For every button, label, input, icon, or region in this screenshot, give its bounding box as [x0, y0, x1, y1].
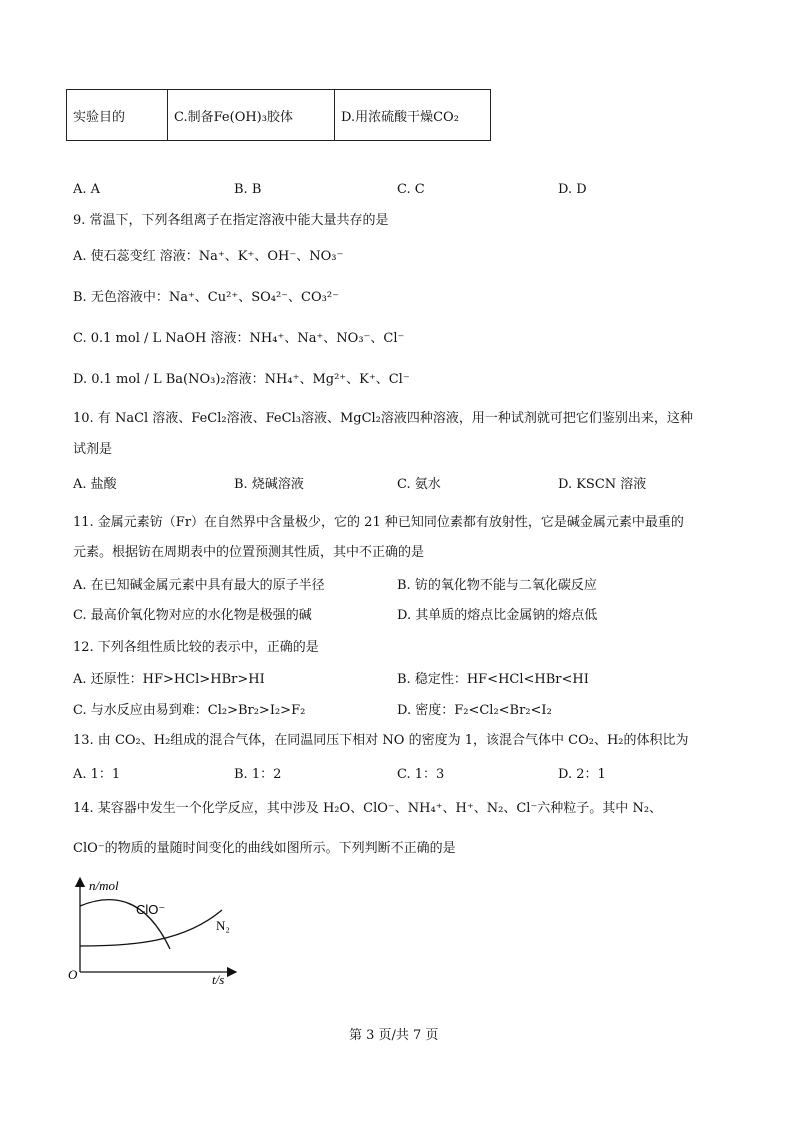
q13-option-c: C. 1：3 [397, 767, 445, 782]
series-n2-label: N₂ [216, 918, 230, 933]
q8-option-d: D. D [558, 182, 587, 197]
q13-option-b: B. 1：2 [234, 767, 282, 782]
q10-stem-line2: 试剂是 [73, 442, 113, 457]
x-axis-label: t/s [212, 972, 225, 987]
q11-option-d: D. 其单质的熔点比金属钠的熔点低 [397, 608, 598, 623]
q8-option-c: C. C [397, 182, 425, 197]
q9-option-c: C. 0.1 mol / L NaOH 溶液：NH₄⁺、Na⁺、NO₃⁻、Cl⁻ [73, 331, 405, 346]
q8-option-b: B. B [234, 182, 262, 197]
q10-option-d: D. KSCN 溶液 [558, 477, 647, 492]
q12-option-d: D. 密度：F₂<Cl₂<Br₂<I₂ [397, 703, 552, 718]
table-row-label: 实验目的 [67, 90, 168, 140]
q12-stem: 12. 下列各组性质比较的表示中，正确的是 [73, 640, 319, 655]
table-cell-c: C.制备Fe(OH)₃胶体 [168, 90, 335, 140]
q11-option-c: C. 最高价氧化物对应的水化物是极强的碱 [73, 608, 312, 623]
q14-stem-line1: 14. 某容器中发生一个化学反应，其中涉及 H₂O、ClO⁻、NH₄⁺、H⁺、N₂、Cl⁻六种粒子。其中 N₂、 [73, 801, 663, 816]
q10-option-a: A. 盐酸 [73, 477, 117, 492]
q11-stem-line1: 11. 金属元素钫（Fr）在自然界中含量极少，它的 21 种已知同位素都有放射性，它是碱金属元素中最重的 [73, 515, 684, 530]
q12-option-c: C. 与水反应由易到难：Cl₂>Br₂>I₂>F₂ [73, 703, 306, 718]
series-clo-label: ClO⁻ [136, 902, 166, 917]
q14-stem-line2: ClO⁻的物质的量随时间变化的曲线如图所示。下列判断不正确的是 [73, 841, 456, 856]
q9-stem: 9. 常温下，下列各组离子在指定溶液中能大量共存的是 [73, 213, 389, 228]
q10-option-b: B. 烧碱溶液 [234, 477, 304, 492]
mole-time-graph [64, 872, 264, 987]
origin-label: O [68, 967, 78, 982]
page-footer: 第 3 页/共 7 页 [349, 1028, 439, 1043]
q9-option-d: D. 0.1 mol / L Ba(NO₃)₂溶液：NH₄⁺、Mg²⁺、K⁺、Cl⁻ [73, 372, 410, 387]
y-axis-label: n/mol [89, 878, 119, 893]
q9-option-a: A. 使石蕊变红 溶液：Na⁺、K⁺、OH⁻、NO₃⁻ [73, 249, 344, 264]
q11-option-b: B. 钫的氧化物不能与二氧化碳反应 [397, 578, 597, 593]
q11-stem-line2: 元素。根据钫在周期表中的位置预测其性质，其中不正确的是 [73, 545, 425, 560]
q13-stem: 13. 由 CO₂、H₂组成的混合气体，在同温同压下相对 NO 的密度为 1，该混合气体中 CO₂、H₂的体积比为 [73, 733, 689, 748]
q9-option-b: B. 无色溶液中：Na⁺、Cu²⁺、SO₄²⁻、CO₃²⁻ [73, 290, 339, 305]
q12-option-b: B. 稳定性：HF<HCl<HBr<HI [397, 672, 589, 687]
q12-option-a: A. 还原性：HF>HCl>HBr>HI [73, 672, 265, 687]
q13-option-d: D. 2：1 [558, 767, 606, 782]
q10-option-c: C. 氨水 [397, 477, 441, 492]
q13-option-a: A. 1：1 [73, 767, 121, 782]
q10-stem-line1: 10. 有 NaCl 溶液、FeCl₂溶液、FeCl₃溶液、MgCl₂溶液四种溶液，用一种试剂就可把它们鉴别出来，这种 [73, 411, 693, 426]
q8-option-a: A. A [73, 182, 101, 197]
table-cell-d: D.用浓硫酸干燥CO₂ [341, 109, 459, 125]
experiment-table [66, 89, 491, 141]
q11-option-a: A. 在已知碱金属元素中具有最大的原子半径 [73, 578, 325, 593]
